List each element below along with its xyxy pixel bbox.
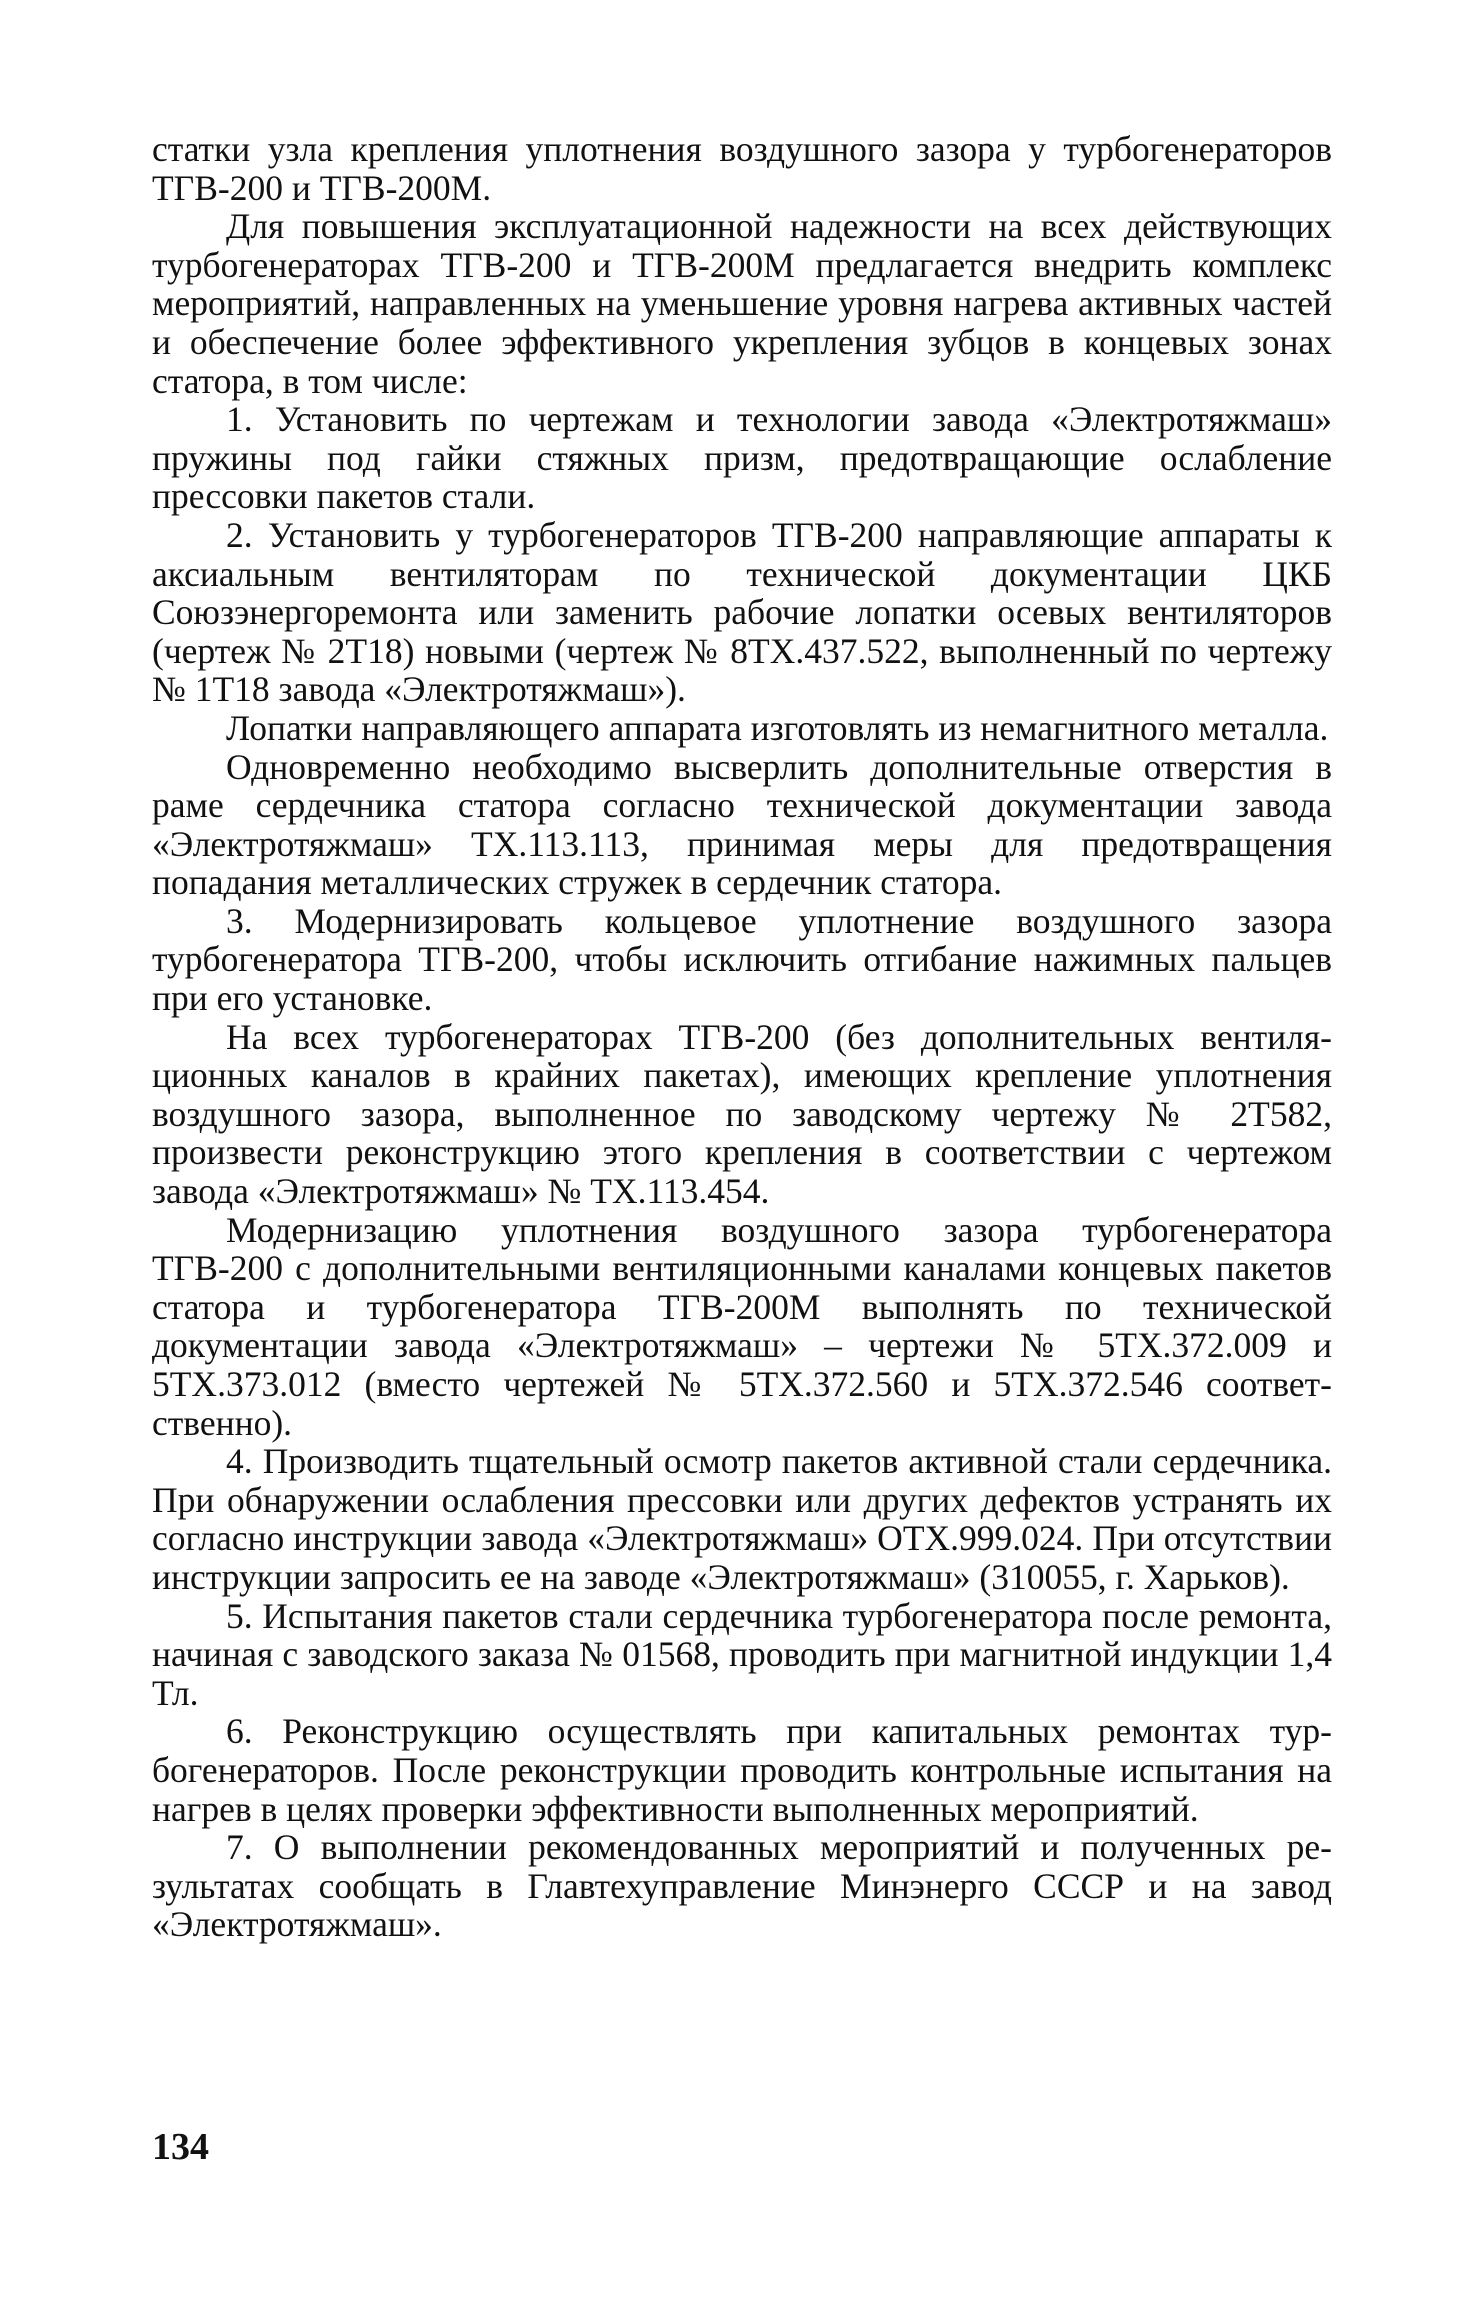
paragraph-item-4: 4. Производить тщательный осмотр пакетов активной стали сердечника. При обнаружении ослабления прессовки или других дефектов устранять их согласно инструкции завода «Электротяжмаш» ОТХ.999.024. При отсутствии инструкции запросить ее на заводе «Электротяжмаш» (310055, г. Харьков). [152,1441,1332,1597]
paragraph-item-3-modernization: Модернизацию уплотнения воздушного зазора турбогенератора ТГВ-200 с дополнительными вентиляционными каналами концевых пакетов статора и турбогенератора ТГВ-200М выполнять по технической документации завода «Электротяжмаш» – чертежи № 5ТХ.372.009 и 5ТХ.373.012 (вместо чертежей № 5ТХ.372.560 и 5ТХ.372.546 соответственно). [152,1209,1332,1443]
paragraph-item-3: 3. Модернизировать кольцевое уплотнение воздушного зазора турбогенератора ТГВ-200, чтобы исключить отгибание нажимных пальцев при его установке. [152,900,1332,1019]
paragraph-item-3-reconstruction: На всех турбогенераторах ТГВ-200 (без дополнительных вентиляционных каналов в крайних пакетах), имеющих крепление уплотнения воздушного зазора, выполненное по заводскому чертежу № 2Т582, произвести реконструкцию этого крепления в соответствии с чертежом завода «Электротяжмаш» № ТХ.113.454. [152,1016,1332,1212]
paragraph-intro: Для повышения эксплуатационной надежности на всех действующих турбогенераторах ТГВ-200 и ТГВ-200М предлагается внедрить комплекс мероприятий, направленных на уменьшение уровня нагрева активных частей и обеспечение более эффективного укрепления зубцов в концевых зонах статора, в том числе: [152,206,1332,401]
paragraph-item-6: 6. Реконструкцию осуществлять при капитальных ремонтах турбогенераторов. После реконструкции проводить контрольные испытания на нагрев в целях проверки эффективности выполненных мероприятий. [152,1711,1332,1829]
paragraph-item-2-blades: Лопатки направляющего аппарата изготовлять из немагнитного металла. [226,707,1329,748]
paragraph-item-2-drilling: Одновременно необходимо высверлить дополнительные отверстия в раме сердечника статора согласно технической документации завода «Электротяжмаш» ТХ.113.113, принимая меры для предотвращения попадания металлических стружек в сердечник статора. [152,746,1332,903]
paragraph-item-1: 1. Установить по чертежам и технологии завода «Электротяжмаш» пружины под гайки стяжных призм, предотвращающие ослабление прессовки пакетов стали. [152,399,1332,517]
page-body [152,130,1332,1944]
paragraph-item-2: 2. Установить у турбогенераторов ТГВ-200 направляющие аппараты к аксиальным вентиляторам по технической документации ЦКБ Союзэнергоремонта или заменить рабочие лопатки осевых вентиляторов (чертеж № 2Т18) новыми (чертеж № 8ТХ.437.522, выполненный по чертежу № 1Т18 завода «Электротяжмаш»). [152,514,1332,710]
paragraph-item-7: 7. О выполнении рекомендованных мероприятий и полученных результатах сообщать в Главтехуправление Минэнерго СССР и на завод «Электротяжмаш». [152,1827,1332,1945]
paragraph-item-5: 5. Испытания пакетов стали сердечника турбогенератора после ремонта, начиная с заводского заказа № 01568, проводить при магнитной индукции 1,4 Тл. [152,1595,1332,1713]
page-number: 134 [152,2126,209,2168]
paragraph-continuation: статки узла крепления уплотнения воздушного зазора у турбогенераторов ТГВ-200 и ТГВ-200М. [152,129,1332,208]
